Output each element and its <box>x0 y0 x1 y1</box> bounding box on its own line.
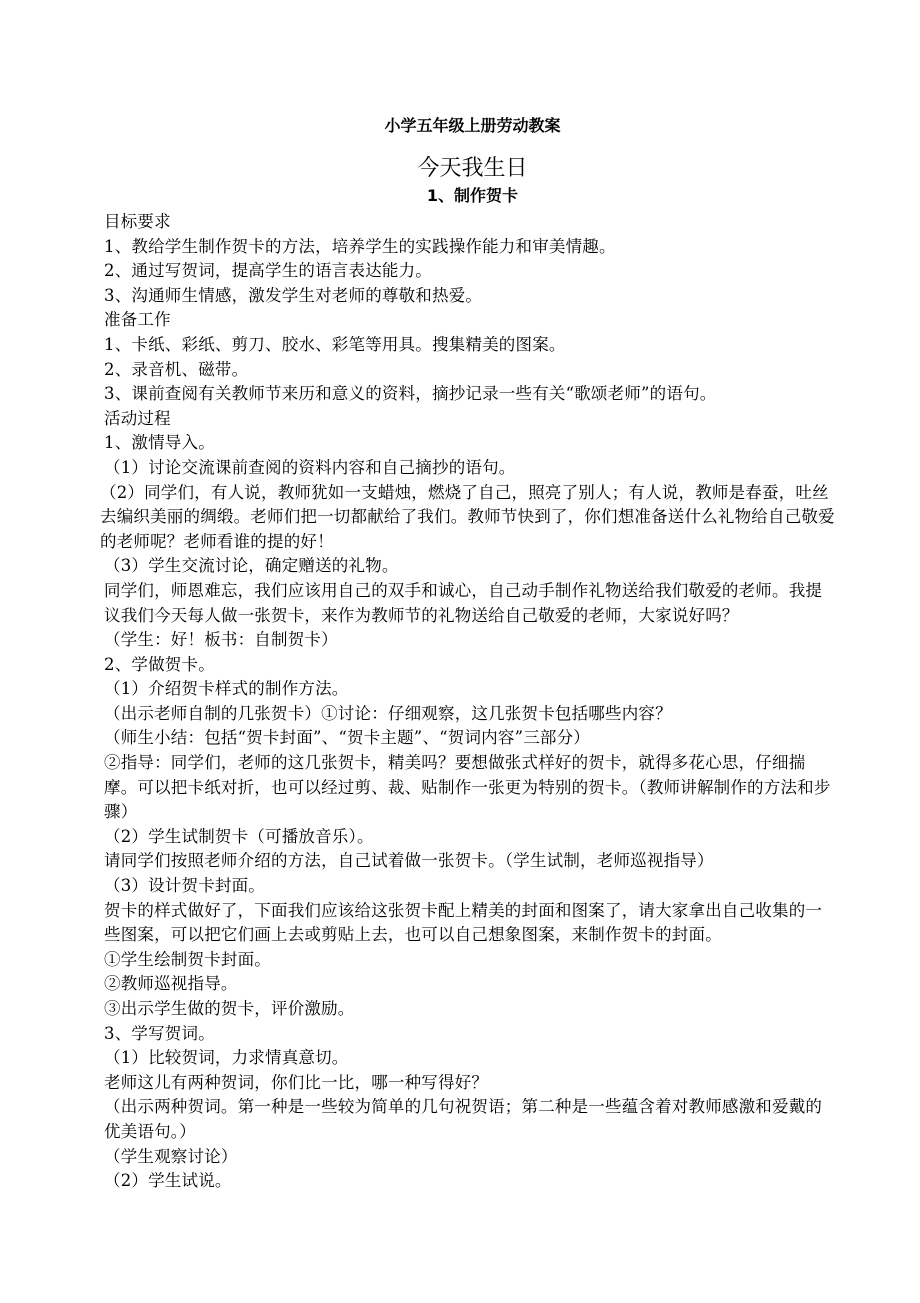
paragraph: （3）设计贺卡封面。 <box>104 876 265 896</box>
paragraph: （师生小结：包括“贺卡封面”、“贺卡主题”、“贺词内容”三部分） <box>104 728 591 748</box>
paragraph: （学生观察讨论） <box>104 1146 238 1166</box>
paragraph: ②指导：同学们，老师的这几张贺卡，精美吗？要想做张式样好的贺卡，就得多花心思，仔细揣摩。可以把卡纸对折，也可以经过剪、裁、贴制作一张更为特别的贺卡。（教师讲解制作的方法和步骤） <box>104 753 831 822</box>
paragraph: 贺卡的样式做好了，下面我们应该给这张贺卡配上精美的封面和图案了，请大家拿出自己收集的一些图案，可以把它们画上去或剪贴上去，也可以自己想象图案，来制作贺卡的封面。 <box>104 900 823 945</box>
paragraph: 同学们，师恩难忘，我们应该用自己的双手和诚心，自己动手制作礼物送给我们敬爱的老师。我提议我们今天每人做一张贺卡，来作为教师节的礼物送给自己敬爱的老师，大家说好吗？ <box>104 580 823 625</box>
paragraph: ①学生绘制贺卡封面。 <box>104 949 271 969</box>
paragraph: （出示两种贺词。第一种是一些较为简单的几句祝贺语；第二种是一些蕴含着对教师感激和爱戴的优美语句。） <box>104 1097 823 1141</box>
document-header: 小学五年级上册劳动教案 <box>384 116 561 135</box>
paragraph: ②教师巡视指导。 <box>104 974 238 994</box>
paragraph: （1）比较贺词，力求情真意切。 <box>104 1048 349 1068</box>
paragraph: 活动过程 <box>104 408 171 428</box>
paragraph: （学生：好！板书：自制贺卡） <box>104 630 338 650</box>
paragraph: ③出示学生做的贺卡，评价激励。 <box>104 999 355 1018</box>
paragraph: 3、沟通师生情感，激发学生对老师的尊敬和热爱。 <box>104 285 483 305</box>
paragraph: （3）学生交流讨论，确定赠送的礼物。 <box>104 556 399 576</box>
paragraph: （出示老师自制的几张贺卡）①讨论：仔细观察，这几张贺卡包括哪些内容？ <box>104 703 672 723</box>
paragraph: 3、学写贺词。 <box>104 1023 215 1043</box>
paragraph: 1、卡纸、彩纸、剪刀、胶水、彩笔等用具。搜集精美的图案。 <box>104 334 566 354</box>
document-body <box>90 210 835 1194</box>
paragraph: 3、课前查阅有关教师节来历和意义的资料，摘抄记录一些有关“歌颂老师”的语句。 <box>104 384 717 404</box>
paragraph: （1）讨论交流课前查阅的资料内容和自己摘抄的语句。 <box>104 457 516 477</box>
paragraph: 老师这儿有两种贺词，你们比一比，哪一种写得好？ <box>104 1072 489 1092</box>
paragraph: （2）学生试说。 <box>104 1171 232 1191</box>
paragraph: 请同学们按照老师介绍的方法，自己试着做一张贺卡。（学生试制，老师巡视指导） <box>104 851 714 871</box>
paragraph: 2、学做贺卡。 <box>104 654 215 674</box>
document-page <box>90 112 835 1194</box>
paragraph: 2、录音机、磁带。 <box>104 359 249 379</box>
paragraph: 目标要求 <box>104 212 171 231</box>
lesson-title: 今天我生日 <box>417 156 528 181</box>
paragraph: （1）介绍贺卡样式的制作方法。 <box>104 679 349 699</box>
paragraph: （2）学生试制贺卡（可播放音乐）。 <box>104 826 374 846</box>
paragraph: 2、通过写贺词，提高学生的语言表达能力。 <box>104 261 432 281</box>
lesson-subtitle: 1、制作贺卡 <box>426 186 519 205</box>
paragraph: 1、激情导入。 <box>104 433 215 453</box>
paragraph: 准备工作 <box>104 310 171 330</box>
paragraph: （2）同学们，有人说，教师犹如一支蜡烛，燃烧了自己，照亮了别人；有人说，教师是春蚕，吐丝去编织美丽的绸缎。老师们把一切都献给了我们。教师节快到了，你们想准备送什么礼物给自己敬爱的老师呢？老师看谁的提的好！ <box>100 482 835 551</box>
paragraph: 1、教给学生制作贺卡的方法，培养学生的实践操作能力和审美情趣。 <box>104 236 616 256</box>
